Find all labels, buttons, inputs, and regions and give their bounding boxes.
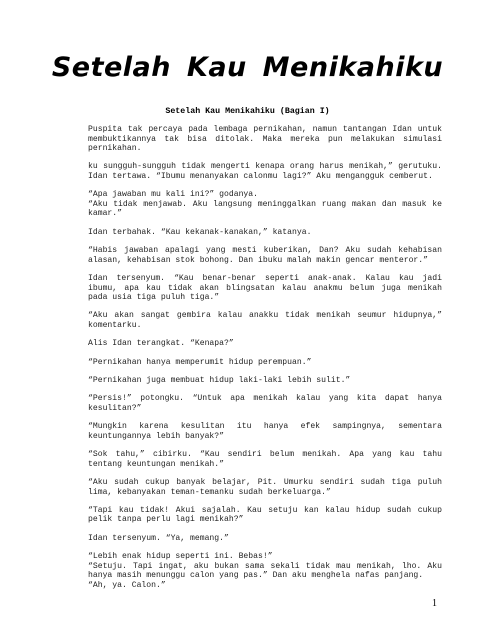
paragraph: ku sungguh-sungguh tidak mengerti kenapa orang harus menikah,” gerutuku. Idan tertawa. “Ibumu menanyakan calonmu lagi?” Aku mengangguk cemberut. (88, 162, 442, 181)
paragraph: Idan tersenyum. “Kau benar-benar seperti anak-anak. Kalau kau jadi ibumu, apa kau tidak akan blingsatan kalau anakmu belum juga menikah pada usia tiga puluh tiga.” (88, 274, 442, 303)
paragraph: “Tapi kau tidak! Akui sajalah. Kau setuju kan kalau hidup sudah cukup pelik tanpa perlu lagi menikah?” (88, 505, 442, 525)
paragraph: “Apa jawaban mu kali ini?” godanya. “Aku tidak menjawab. Aku langsung meninggalkan ruang makan dan masuk ke kamar.” (88, 190, 442, 219)
paragraph: Idan tersenyum. “Ya, memang.” (88, 533, 229, 543)
paragraph: “Aku akan sangat gembira kalau anakku tidak menikah seumur hidupnya,” komentarku. (88, 311, 442, 330)
paragraph: Puspita tak percaya pada lembaga pernikahan, namun tantangan Idan untuk membuktikannya tak bisa ditolak. Maka mereka pun melakukan simulasi pernikahan. (88, 125, 442, 154)
chapter-subtitle: Setelah Kau Menikahiku (Bagian I) (165, 107, 330, 116)
paragraph: “Aku sudah cukup banyak belajar, Pit. Umurku sendiri sudah tiga puluh lima, kebanyakan teman-temanku sudah berkeluarga.” (88, 478, 442, 497)
page-number: 1 (432, 598, 437, 609)
paragraph: “Habis jawaban apalagi yang mesti kuberikan, Dan? Aku sudah kehabisan alasan, kehabisan stok bohong. Dan ibuku malah makin gencar menteror.” (88, 246, 442, 265)
paragraph: “Lebih enak hidup seperti ini. Bebas!” “Setuju. Tapi ingat, aku bukan sama sekali tidak mau menikah, lho. Aku hanya masih menunggu calon yang pas.” Dan aku menghela nafas panjang. “Ah, ya. Calon.” (88, 552, 442, 590)
paragraph: Idan terbahak. “Kau kekanak-kanakan,” katanya. (88, 227, 312, 237)
paragraph: “Persis!” potongku. “Untuk apa menikah kalau yang kita dapat hanya kesulitan?” (88, 394, 442, 413)
paragraph: “Pernikahan hanya memperumit hidup perempuan.” (88, 357, 312, 367)
paragraph: Alis Idan terangkat. “Kenapa?” (88, 339, 234, 349)
document-title: Setelah Kau Menikahiku (51, 52, 444, 83)
paragraph: “Sok tahu,” cibirku. “Kau sendiri belum menikah. Apa yang kau tahu tentang keuntungan menikah.” (88, 450, 442, 469)
story-body (88, 125, 442, 599)
paragraph: “Mungkin karena kesulitan itu hanya efek sampingnya, sementara keuntungannya lebih banyak?” (88, 422, 442, 441)
paragraph: “Pernikahan juga membuat hidup laki-laki lebih sulit.” (88, 376, 351, 386)
